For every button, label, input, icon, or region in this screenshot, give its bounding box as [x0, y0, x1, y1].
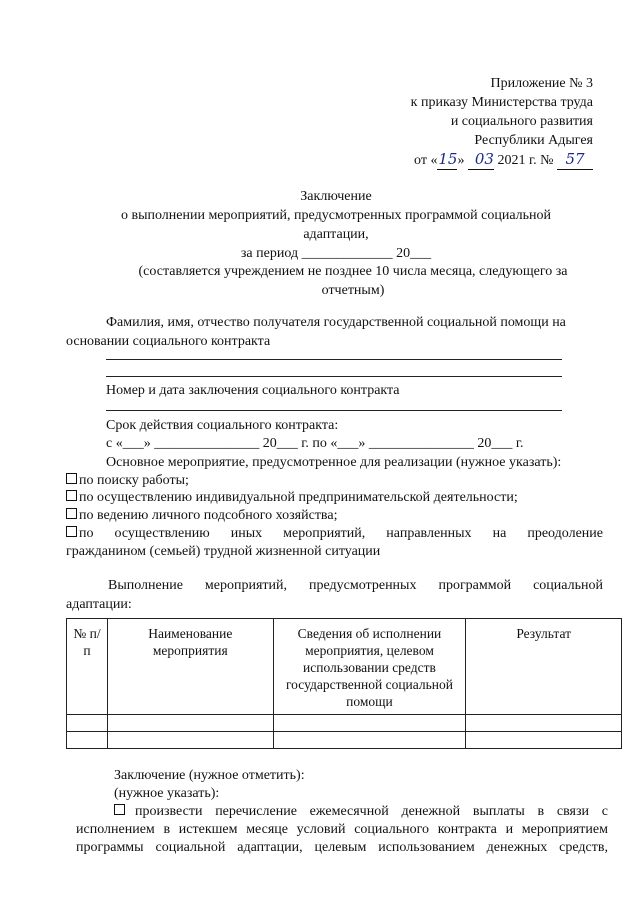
- title-note-1: (составляется учреждением не позднее 10 числа месяца, следующего за: [138, 264, 568, 279]
- option-farm: [66, 508, 337, 524]
- order-number: 57: [557, 150, 593, 170]
- term-label: Срок действия социального контракта:: [106, 418, 339, 433]
- title-line-3: адаптации,: [303, 227, 369, 242]
- option-other-cont: гражданином (семьей) трудной жизненной ситуации: [66, 544, 381, 559]
- table-row: [67, 715, 622, 732]
- option-job-search-label: по поиску работы;: [79, 473, 189, 488]
- fio-line-2: основании социального контракта: [66, 334, 271, 349]
- checkbox-icon: [66, 508, 77, 519]
- date-year: 2021 г. №: [497, 153, 554, 168]
- title-period: за период _____________ 20___: [240, 246, 432, 261]
- option-farm-label: по ведению личного подсобного хозяйства;: [79, 508, 338, 523]
- date-month: 03: [468, 150, 494, 170]
- conclusion-line-3: программы социальной адаптации, целевым использованием денежных средств,: [76, 840, 608, 855]
- term-dates: с «___» _______________ 20___ г. по «___» _______________ 20___ г.: [106, 436, 524, 451]
- checkbox-icon: [66, 526, 77, 537]
- header-line-4: Республики Адыгея: [474, 133, 593, 148]
- header-line-2: к приказу Министерства труда: [410, 95, 593, 110]
- table-header-row: [67, 619, 622, 715]
- conclusion-line-2: исполнением в истекшем месяце условий социального контракта и мероприятием: [76, 822, 608, 837]
- fio-line-1: Фамилия, имя, отчество получателя государственной социальной помощи на: [106, 315, 566, 330]
- title-note-2: отчетным): [321, 283, 385, 298]
- col-header-info: Сведения об исполнении мероприятия, целевом использовании средств государственной социальной помощи: [273, 619, 466, 715]
- title-line-2: о выполнении мероприятий, предусмотренных программой социальной: [120, 208, 552, 223]
- date-day: 15: [438, 150, 458, 168]
- fio-blank-2: [106, 376, 562, 377]
- table-row: [67, 732, 622, 749]
- conclusion-option-1-label: произвести перечисление ежемесячной денежной выплаты в связи с: [135, 804, 608, 819]
- main-event-label: Основное мероприятие, предусмотренное для реализации (нужное указать):: [106, 455, 562, 470]
- checkbox-icon: [66, 473, 77, 484]
- contract-blank: [106, 410, 562, 411]
- exec-line-1: Выполнение мероприятий, предусмотренных программой социальной: [108, 578, 603, 593]
- header-line-3: и социального развития: [450, 114, 593, 129]
- header-block: [411, 74, 593, 170]
- conclusion-option-1: [114, 804, 608, 820]
- events-table: [66, 618, 622, 749]
- exec-line-2: адаптации:: [66, 597, 132, 612]
- conclusion-label: Заключение (нужное отметить):: [114, 768, 305, 783]
- header-date-line: [411, 150, 593, 170]
- col-header-name: Наименование мероприятия: [107, 619, 273, 715]
- fio-blank-1: [106, 359, 562, 360]
- header-line-1: Приложение № 3: [490, 76, 593, 91]
- checkbox-icon: [66, 490, 77, 501]
- col-header-number: № п/п: [67, 619, 108, 715]
- title-line-1: Заключение: [300, 189, 372, 204]
- option-entrepreneur: [66, 490, 518, 506]
- checkbox-icon: [114, 804, 125, 815]
- title-block: [0, 187, 639, 263]
- option-job-search: [66, 473, 189, 489]
- title-note: [0, 262, 639, 300]
- date-mid: »: [457, 153, 465, 168]
- option-other-label: по осуществлению иных мероприятий, направленных на преодоление: [79, 526, 603, 541]
- specify-label: (нужное указать):: [114, 786, 220, 801]
- contract-number-label: Номер и дата заключения социального контракта: [106, 383, 400, 398]
- option-other: [66, 526, 603, 542]
- col-header-result: Результат: [466, 619, 622, 715]
- option-entrepreneur-label: по осуществлению индивидуальной предпринимательской деятельности;: [79, 490, 518, 505]
- date-prefix: от «: [414, 153, 438, 168]
